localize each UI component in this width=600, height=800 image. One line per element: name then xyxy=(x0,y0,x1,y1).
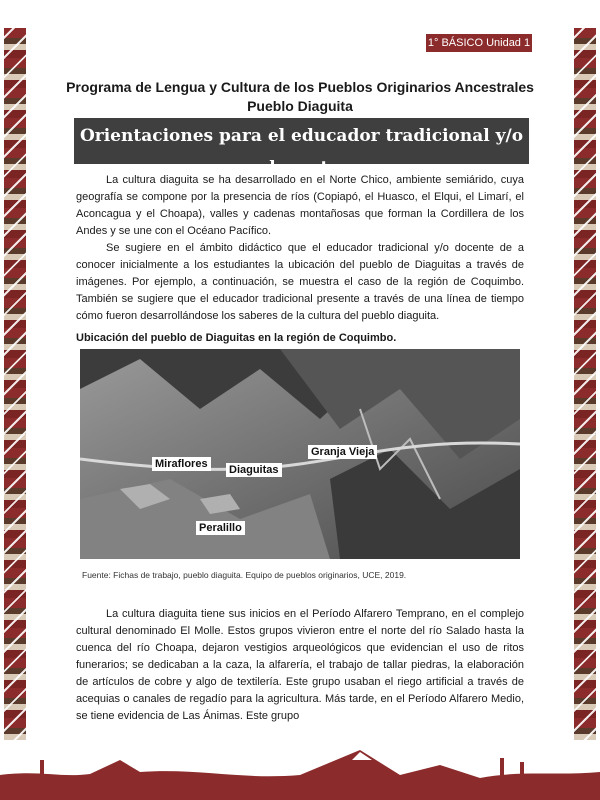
label-diaguitas: Diaguitas xyxy=(226,463,282,477)
label-granja-vieja: Granja Vieja xyxy=(308,445,377,459)
didactic-paragraph: Se sugiere en el ámbito didáctico que el educador tradicional y/o docente de a conocer inicialmente a los estudiantes la ubicación del pueblo de Diaguitas a través de imágenes. Por ejemplo, a continuación, se muestra el caso de la región de Coquimbo. También se sugiere que el educador tradicional presente a través de una línea de tiempo cómo fueron desarrollándose los saberes de la cultura del pueblo diaguita. xyxy=(76,242,524,322)
map-heading: Ubicación del pueblo de Diaguitas en la región de Coquimbo. xyxy=(76,332,397,344)
map-terrain-graphic xyxy=(80,349,520,559)
label-miraflores: Miraflores xyxy=(152,457,211,471)
grade-unit-badge: 1° BÁSICO Unidad 1 xyxy=(426,34,532,52)
history-paragraph: La cultura diaguita tiene sus inicios en el Período Alfarero Temprano, en el complejo cultural denominado El Molle. Estos grupos vivieron entre el norte del río Salado hasta la cuenca del río Choapa, dejaron vestigios arqueológicos que evidencian el uso de ritos funerarios; se dedicaban a la caza, la alfarería, el trabajo de tallar piedras, la elaboración de artículos de cobre y algo de textilería. Este grupo usaban el riego artificial a través de acequias o canales de regadío para la agricultura. Más tarde, en el Período Alfarero Medio, se tiene evidencia de Las Ánimas. Este grupo xyxy=(76,608,524,722)
program-title xyxy=(60,78,540,116)
intro-paragraph: La cultura diaguita se ha desarrollado en el Norte Chico, ambiente semiárido, cuya geografía se compone por la presencia de ríos (Copiapó, el Huasco, el Elqui, el Limarí, el Aconcagua y el Choapa), valles y cadenas montañosas que forman la Cordillera de los Andes y se une con el Océano Pacífico. xyxy=(76,174,524,237)
left-decorative-border xyxy=(4,28,26,740)
map-caption: Fuente: Fichas de trabajo, pueblo diaguita. Equipo de pueblos originarios, UCE, 2019. xyxy=(82,570,407,580)
coquimbo-aerial-map xyxy=(80,349,520,559)
label-peralillo: Peralillo xyxy=(196,521,245,535)
program-title-line2: Pueblo Diaguita xyxy=(247,98,353,114)
program-title-line1: Programa de Lengua y Cultura de los Pueblos Originarios Ancestrales xyxy=(66,79,534,95)
footer-silhouette-illustration xyxy=(0,730,600,800)
right-decorative-border xyxy=(574,28,596,740)
section-banner: Orientaciones para el educador tradicional y/o docente xyxy=(74,118,529,164)
